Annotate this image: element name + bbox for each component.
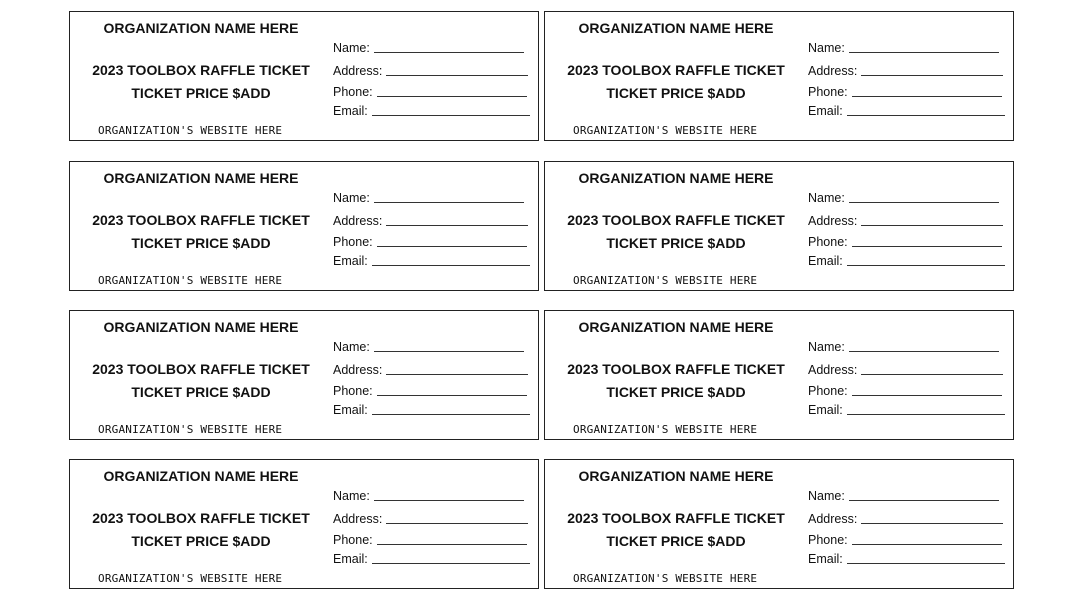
name-label: Name: [808, 340, 845, 354]
name-field[interactable] [333, 41, 524, 55]
raffle-ticket [69, 310, 539, 440]
ticket-price: TICKET PRICE $ADD [131, 235, 271, 251]
address-label: Address: [808, 512, 858, 526]
email-label: Email: [333, 403, 368, 417]
organization-website: ORGANIZATION'S WEBSITE HERE [573, 423, 758, 436]
phone-blank-line [377, 543, 527, 545]
ticket-price: TICKET PRICE $ADD [606, 533, 746, 549]
name-field[interactable] [333, 191, 524, 205]
address-field[interactable] [808, 214, 1003, 228]
phone-field[interactable] [333, 533, 527, 547]
phone-field[interactable] [808, 384, 1002, 398]
name-label: Name: [333, 340, 370, 354]
ticket-price: TICKET PRICE $ADD [131, 85, 271, 101]
email-field[interactable] [808, 104, 1005, 118]
organization-name: ORGANIZATION NAME HERE [578, 319, 774, 335]
address-label: Address: [333, 363, 383, 377]
email-blank-line [847, 413, 1005, 415]
name-field[interactable] [808, 340, 999, 354]
name-field[interactable] [808, 41, 999, 55]
ticket-price: TICKET PRICE $ADD [131, 533, 271, 549]
email-label: Email: [333, 552, 368, 566]
phone-blank-line [377, 394, 527, 396]
raffle-title: 2023 TOOLBOX RAFFLE TICKET [567, 510, 785, 526]
phone-blank-line [852, 394, 1002, 396]
email-field[interactable] [808, 254, 1005, 268]
organization-website: ORGANIZATION'S WEBSITE HERE [98, 124, 283, 137]
phone-label: Phone: [333, 384, 373, 398]
phone-blank-line [852, 543, 1002, 545]
email-blank-line [372, 114, 530, 116]
raffle-title: 2023 TOOLBOX RAFFLE TICKET [567, 212, 785, 228]
organization-name: ORGANIZATION NAME HERE [103, 170, 299, 186]
email-label: Email: [333, 254, 368, 268]
email-label: Email: [808, 403, 843, 417]
phone-field[interactable] [808, 533, 1002, 547]
phone-label: Phone: [808, 533, 848, 547]
organization-website: ORGANIZATION'S WEBSITE HERE [573, 274, 758, 287]
name-label: Name: [333, 191, 370, 205]
name-blank-line [849, 51, 999, 53]
phone-blank-line [377, 95, 527, 97]
phone-label: Phone: [808, 384, 848, 398]
email-label: Email: [808, 254, 843, 268]
raffle-ticket [69, 11, 539, 141]
address-blank-line [386, 522, 528, 524]
address-field[interactable] [808, 363, 1003, 377]
email-blank-line [847, 562, 1005, 564]
name-label: Name: [333, 41, 370, 55]
email-label: Email: [808, 104, 843, 118]
raffle-title: 2023 TOOLBOX RAFFLE TICKET [92, 361, 310, 377]
address-field[interactable] [808, 512, 1003, 526]
phone-field[interactable] [808, 235, 1002, 249]
email-blank-line [372, 413, 530, 415]
name-label: Name: [808, 41, 845, 55]
name-blank-line [374, 499, 524, 501]
email-label: Email: [808, 552, 843, 566]
organization-website: ORGANIZATION'S WEBSITE HERE [98, 274, 283, 287]
phone-field[interactable] [808, 85, 1002, 99]
address-field[interactable] [333, 363, 528, 377]
email-blank-line [372, 562, 530, 564]
email-field[interactable] [808, 403, 1005, 417]
phone-blank-line [852, 95, 1002, 97]
raffle-ticket [69, 161, 539, 291]
organization-name: ORGANIZATION NAME HERE [103, 468, 299, 484]
name-blank-line [374, 201, 524, 203]
phone-label: Phone: [808, 235, 848, 249]
phone-field[interactable] [333, 384, 527, 398]
address-field[interactable] [333, 512, 528, 526]
name-blank-line [374, 350, 524, 352]
address-blank-line [861, 74, 1003, 76]
address-field[interactable] [333, 214, 528, 228]
name-label: Name: [333, 489, 370, 503]
address-label: Address: [808, 363, 858, 377]
organization-website: ORGANIZATION'S WEBSITE HERE [98, 572, 283, 585]
organization-website: ORGANIZATION'S WEBSITE HERE [573, 572, 758, 585]
name-field[interactable] [808, 489, 999, 503]
ticket-price: TICKET PRICE $ADD [131, 384, 271, 400]
address-blank-line [861, 522, 1003, 524]
address-field[interactable] [808, 64, 1003, 78]
organization-name: ORGANIZATION NAME HERE [103, 20, 299, 36]
name-field[interactable] [808, 191, 999, 205]
phone-label: Phone: [333, 533, 373, 547]
email-blank-line [847, 114, 1005, 116]
email-blank-line [372, 264, 530, 266]
raffle-title: 2023 TOOLBOX RAFFLE TICKET [92, 62, 310, 78]
phone-field[interactable] [333, 85, 527, 99]
raffle-ticket [544, 11, 1014, 141]
raffle-title: 2023 TOOLBOX RAFFLE TICKET [567, 62, 785, 78]
email-field[interactable] [333, 104, 530, 118]
address-blank-line [386, 224, 528, 226]
ticket-price: TICKET PRICE $ADD [606, 85, 746, 101]
email-field[interactable] [333, 403, 530, 417]
phone-blank-line [852, 245, 1002, 247]
raffle-title: 2023 TOOLBOX RAFFLE TICKET [92, 212, 310, 228]
name-blank-line [849, 499, 999, 501]
organization-website: ORGANIZATION'S WEBSITE HERE [98, 423, 283, 436]
ticket-price: TICKET PRICE $ADD [606, 384, 746, 400]
address-label: Address: [333, 512, 383, 526]
name-label: Name: [808, 191, 845, 205]
email-field[interactable] [333, 254, 530, 268]
email-field[interactable] [333, 552, 530, 566]
name-blank-line [849, 201, 999, 203]
phone-blank-line [377, 245, 527, 247]
organization-name: ORGANIZATION NAME HERE [578, 20, 774, 36]
ticket-price: TICKET PRICE $ADD [606, 235, 746, 251]
raffle-ticket [544, 161, 1014, 291]
phone-label: Phone: [333, 235, 373, 249]
address-blank-line [386, 74, 528, 76]
address-label: Address: [333, 214, 383, 228]
name-field[interactable] [333, 489, 524, 503]
name-blank-line [374, 51, 524, 53]
email-label: Email: [333, 104, 368, 118]
organization-website: ORGANIZATION'S WEBSITE HERE [573, 124, 758, 137]
phone-field[interactable] [333, 235, 527, 249]
name-blank-line [849, 350, 999, 352]
raffle-ticket [69, 459, 539, 589]
phone-label: Phone: [808, 85, 848, 99]
address-label: Address: [808, 64, 858, 78]
phone-label: Phone: [333, 85, 373, 99]
organization-name: ORGANIZATION NAME HERE [103, 319, 299, 335]
email-blank-line [847, 264, 1005, 266]
address-label: Address: [808, 214, 858, 228]
address-field[interactable] [333, 64, 528, 78]
name-field[interactable] [333, 340, 524, 354]
organization-name: ORGANIZATION NAME HERE [578, 170, 774, 186]
organization-name: ORGANIZATION NAME HERE [578, 468, 774, 484]
name-label: Name: [808, 489, 845, 503]
raffle-ticket [544, 310, 1014, 440]
address-blank-line [861, 373, 1003, 375]
raffle-ticket [544, 459, 1014, 589]
raffle-title: 2023 TOOLBOX RAFFLE TICKET [92, 510, 310, 526]
address-blank-line [386, 373, 528, 375]
email-field[interactable] [808, 552, 1005, 566]
address-blank-line [861, 224, 1003, 226]
raffle-title: 2023 TOOLBOX RAFFLE TICKET [567, 361, 785, 377]
address-label: Address: [333, 64, 383, 78]
